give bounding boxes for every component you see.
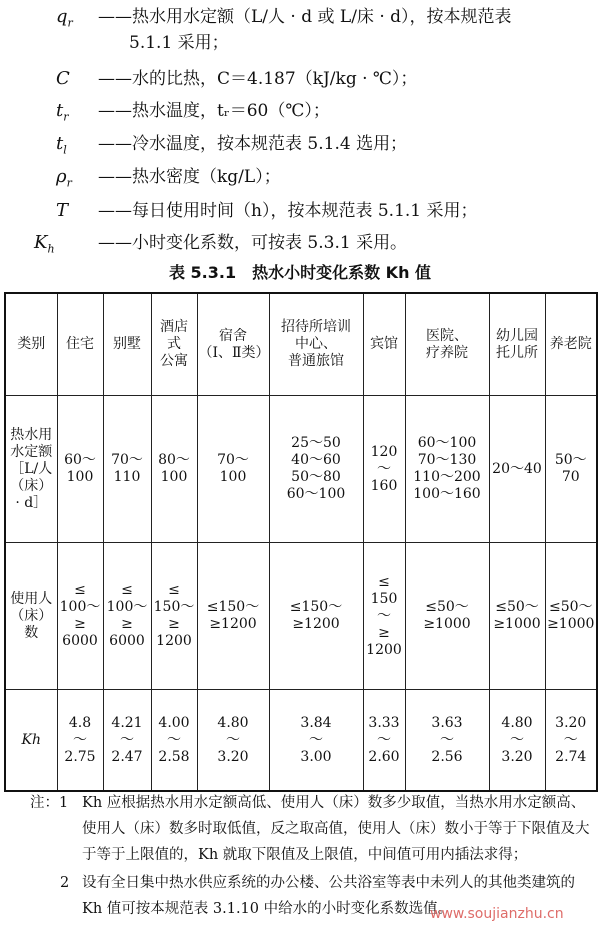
symbol: T: [56, 200, 69, 221]
table-cell: ≤50～ ≥1000: [405, 543, 489, 690]
table-header-row: [5, 293, 597, 396]
symbol: $\rho_r$: [56, 166, 72, 190]
definition-text: ——每日使用时间（h），按本规范表 5.1.1 采用；: [98, 201, 478, 221]
table-header-cell: 养老院: [545, 293, 597, 396]
symbol: $t_r$: [56, 100, 69, 124]
table-row: [5, 690, 597, 792]
table-row: [5, 396, 597, 543]
note-2-label: 2: [60, 875, 70, 891]
table-cell: 4.00 ～ 2.58: [151, 690, 197, 792]
table-cell: ≤150～ ≥1200: [197, 543, 269, 690]
table-caption: 表 5.3.1 热水小时变化系数 Kh 值: [168, 263, 432, 282]
table-cell: 60～ 100: [57, 396, 103, 543]
definition-continuation: 5.1.1 采用；: [129, 33, 229, 53]
table-cell: ≤ 100～ ≥ 6000: [103, 543, 151, 690]
table-cell: 70～ 100: [197, 396, 269, 543]
definition-text: ——小时变化系数，可按表 5.3.1 采用。: [98, 233, 408, 253]
table-cell: ≤ 150～ ≥ 1200: [363, 543, 405, 690]
definition-text: ——热水密度（kg/L）；: [98, 167, 281, 187]
symbol: $t_l$: [56, 133, 67, 157]
table-cell: 70～ 110: [103, 396, 151, 543]
table-cell: 4.80 ～ 3.20: [197, 690, 269, 792]
table-cell: ≤50～ ≥1000: [545, 543, 597, 690]
table-cell: 4.21 ～ 2.47: [103, 690, 151, 792]
table-cell: ≤50～ ≥1000: [489, 543, 545, 690]
table-cell: 4.8 ～ 2.75: [57, 690, 103, 792]
table-cell: 热水用 水定额 ［L/人 （床） · d］: [5, 396, 57, 543]
table-cell: 120～ 160: [363, 396, 405, 543]
table-header-cell: 酒店 式 公寓: [151, 293, 197, 396]
table-cell: 3.20 ～ 2.74: [545, 690, 597, 792]
symbol: C: [56, 68, 70, 89]
note-1-text: Kh 应根据热水用水定额高低、使用人（床）数多少取值，当热水用水定额高、使用人（床）数多时取低值，反之取高值，使用人（床）数小于等于下限值及大于等于上限值的，Kh 就取下限值及上限值，中间值可用内插法求得；: [82, 795, 590, 863]
definition-text: ——热水用水定额（L/人 · d 或 L/床 · d），按本规范表: [98, 7, 512, 27]
table-cell: 3.84 ～ 3.00: [269, 690, 363, 792]
table-header-cell: 宾馆: [363, 293, 405, 396]
note-1-label: 注：1: [30, 795, 69, 811]
table-cell: 60～100 70～130 110～200 100～160: [405, 396, 489, 543]
definition-text: ——水的比热，C＝4.187（kJ/kg · ℃）；: [98, 69, 418, 89]
table-cell: 3.33 ～ 2.60: [363, 690, 405, 792]
table-cell: ≤ 150～ ≥ 1200: [151, 543, 197, 690]
table-cell: 3.63 ～ 2.56: [405, 690, 489, 792]
symbol: $K_h$: [34, 232, 55, 256]
kh-table: [4, 292, 598, 792]
watermark: www.soujianzhu.cn: [430, 906, 564, 922]
table-header-cell: 别墅: [103, 293, 151, 396]
table-cell: 使用人 （床） 数: [5, 543, 57, 690]
table-cell: 80～ 100: [151, 396, 197, 543]
table-cell: 20～40: [489, 396, 545, 543]
table-cell: ≤ 100～ ≥ 6000: [57, 543, 103, 690]
table-cell: 4.80 ～ 3.20: [489, 690, 545, 792]
table-cell: Kh: [5, 690, 57, 792]
table-header-cell: 住宅: [57, 293, 103, 396]
table-header-cell: 宿舍 （Ⅰ、Ⅱ类）: [197, 293, 269, 396]
table-header-cell: 类别: [5, 293, 57, 396]
table-header-cell: 招待所培训 中心、 普通旅馆: [269, 293, 363, 396]
table-header-cell: 幼儿园 托儿所: [489, 293, 545, 396]
table-cell: ≤150～ ≥1200: [269, 543, 363, 690]
table-header-cell: 医院、 疗养院: [405, 293, 489, 396]
definition-text: ——热水温度，tᵣ＝60（℃）；: [98, 101, 330, 121]
table-cell: 50～70: [545, 396, 597, 543]
table-row: [5, 543, 597, 690]
note-2-text: 设有全日集中热水供应系统的办公楼、公共浴室等表中未列人的其他类建筑的 Kh 值可按本规范表 3.1.10 中给水的小时变化系数选值。: [82, 875, 575, 917]
symbol: $q_r$: [56, 6, 73, 30]
definition-text: ——冷水温度，按本规范表 5.1.4 选用；: [98, 134, 408, 154]
table-cell: 25～50 40～60 50～80 60～100: [269, 396, 363, 543]
